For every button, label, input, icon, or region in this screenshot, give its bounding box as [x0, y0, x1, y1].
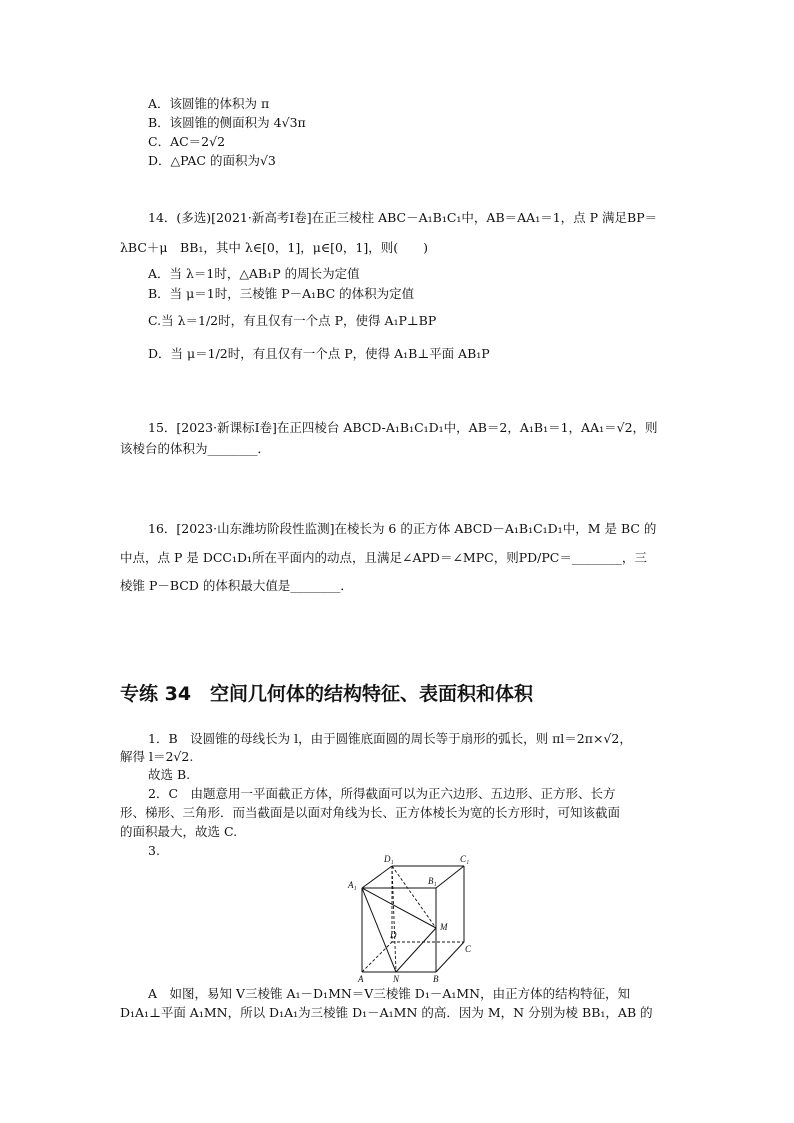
segment-a1-m	[362, 888, 436, 928]
answer-2-line-3: 的面积最大，故选 C.	[120, 824, 238, 839]
label-b: B	[433, 974, 439, 984]
q14-option-b: B．当 μ＝1时，三棱锥 P－A₁BC 的体积为定值	[148, 286, 415, 301]
q16-line-2: 中点，点 P 是 DCC₁D₁所在平面内的动点，且满足∠APD＝∠MPC，则PD/PC＝________，三	[120, 550, 647, 565]
cube-figure	[340, 852, 490, 984]
label-n: N	[393, 974, 400, 984]
q16-line-1: 16．[2023·山东潍坊阶段性监测]在棱长为 6 的正方体 ABCD－A₁B₁C₁D₁中，M 是 BC 的	[148, 521, 657, 536]
answer-2-line-2: 形、梯形、三角形．而当截面是以面对角线为长、正方体棱长为宽的长方形时，可知该截面	[120, 805, 621, 820]
label-m: M	[440, 922, 448, 932]
label-d1: D₁	[384, 854, 394, 864]
segment-n-m	[396, 928, 436, 972]
edge-a-d	[362, 942, 392, 972]
q14-option-c: C.当 λ＝1/2时，有且仅有一个点 P，使得 A₁P⊥BP	[148, 313, 437, 328]
answer-2-line-1: 2．C 由题意用一平面截正方体，所得截面可以为正六边形、五边形、正方形、长方	[148, 786, 616, 801]
answer-3-line-1: A 如图，易知 V三棱锥 A₁－D₁MN＝V三棱锥 D₁－A₁MN，由正方体的结构特征，知	[148, 986, 631, 1001]
label-d: D	[390, 930, 397, 940]
q13-option-c: C．AC＝2√2	[148, 134, 226, 149]
label-c1: C₁	[460, 854, 470, 864]
q15-line-1: 15．[2023·新课标Ⅰ卷]在正四棱台 ABCD-A₁B₁C₁D₁中，AB＝2，A₁B₁＝1，AA₁＝√2，则	[148, 420, 658, 435]
segment-d1-n	[392, 866, 396, 972]
q13-option-d: D．△PAC 的面积为√3	[148, 153, 276, 168]
edge-b-c	[436, 942, 464, 972]
answer-3-label: 3.	[148, 843, 160, 858]
q14-stem-line-2: λBC＋μ BB₁，其中 λ∈[0，1]，μ∈[0，1]，则( )	[120, 240, 429, 255]
edge-a1-d1	[362, 866, 392, 888]
answer-3-line-2: D₁A₁⊥平面 A₁MN，所以 D₁A₁为三棱锥 D₁－A₁MN 的高．因为 M，N 分别为棱 BB₁，AB 的	[120, 1005, 653, 1020]
answer-1-line-2: 解得 l＝2√2.	[120, 749, 194, 764]
label-b1: B₁	[428, 876, 437, 886]
answer-1-line-1: 1．B 设圆锥的母线长为 l，由于圆锥底面圆的周长等于扇形的弧长，则 πl＝2π×√2，	[148, 731, 632, 746]
edge-b1-c1	[436, 866, 464, 888]
label-a1: A₁	[348, 880, 357, 890]
section-title: 专练 34 空间几何体的结构特征、表面积和体积	[120, 683, 534, 705]
q13-option-b: B．该圆锥的侧面积为 4√3π	[148, 115, 306, 130]
label-c: C	[465, 944, 472, 954]
q16-line-3: 棱锥 P－BCD 的体积最大值是________．	[120, 578, 353, 593]
answer-1-line-3: 故选 B.	[148, 767, 191, 782]
q14-option-a: A．当 λ＝1时，△AB₁P 的周长为定值	[148, 266, 360, 281]
q13-option-a: A．该圆锥的体积为 π	[148, 96, 270, 111]
q15-line-2: 该棱台的体积为________．	[120, 441, 271, 456]
label-a: A	[358, 974, 364, 984]
q14-option-d: D．当 μ＝1/2时，有且仅有一个点 P，使得 A₁B⊥平面 AB₁P	[148, 346, 490, 361]
q14-stem-line-1: 14．(多选)[2021·新高考Ⅰ卷]在正三棱柱 ABC－A₁B₁C₁中，AB＝AA₁＝1，点 P 满足BP＝	[148, 210, 658, 225]
